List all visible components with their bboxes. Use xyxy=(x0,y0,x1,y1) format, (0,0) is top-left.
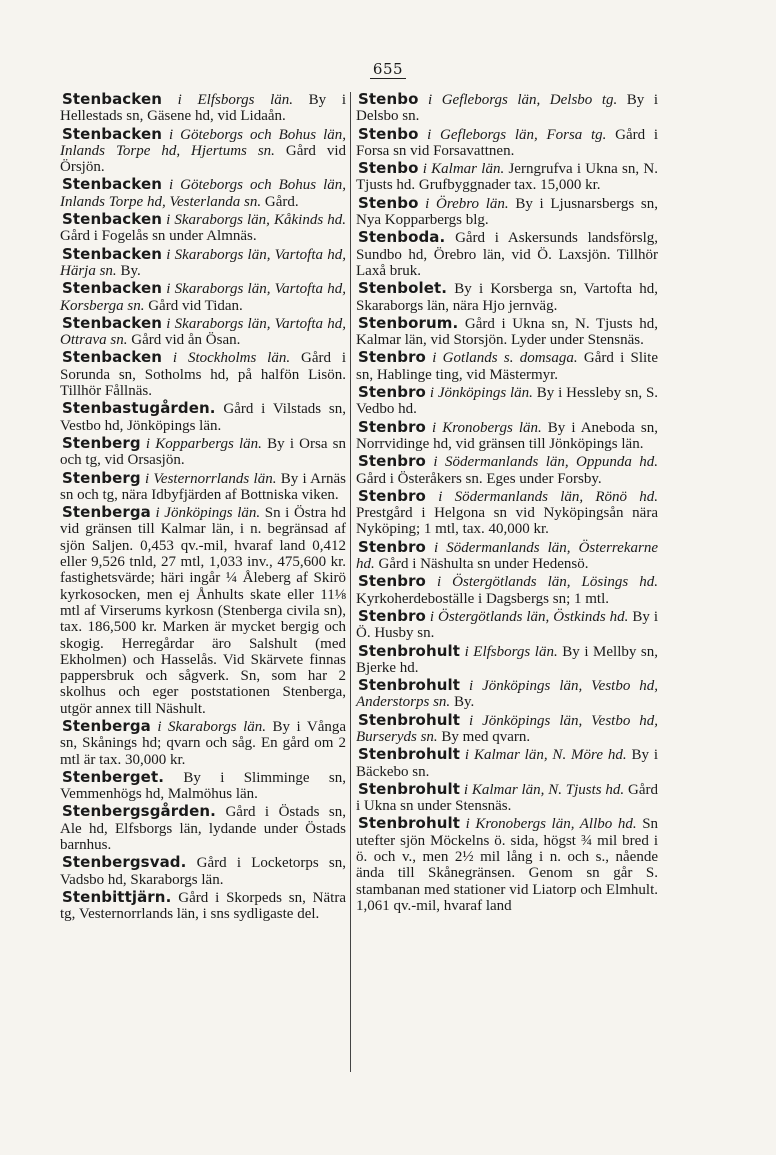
entry-location: i Skaraborgs län, Vartofta hd, Ottrava sn. xyxy=(60,315,347,349)
entry-headword: Stenbro xyxy=(358,486,426,505)
entry-headword: Stenbittjärn. xyxy=(62,887,172,906)
dictionary-entry xyxy=(356,349,658,383)
entry-headword: Stenbro xyxy=(358,348,426,367)
entry-headword: Stenbo xyxy=(358,90,419,108)
entry-text: By i Orsa sn och tg, vid Orsasjön. xyxy=(60,435,347,469)
entry-location: i Örebro län. xyxy=(425,195,509,212)
dictionary-entry xyxy=(356,815,658,914)
dictionary-entry xyxy=(356,229,658,279)
dictionary-entry xyxy=(60,400,346,434)
entry-text: By i Ljusnarsbergs sn, Nya Kopparbergs blg. xyxy=(356,195,659,229)
entry-headword: Stenbro xyxy=(358,537,426,556)
entry-text: Kyrkoherdeboställe i Dagsbergs sn; 1 mtl. xyxy=(356,590,610,607)
entry-text: Gård vid Tidan. xyxy=(148,297,243,314)
dictionary-entry xyxy=(60,769,346,803)
entry-headword: Stenbrohult xyxy=(358,814,461,833)
entry-text: By i Aneboda sn, Norrvidinge hd, vid gränsen till Jönköpings län. xyxy=(356,419,658,452)
entry-text: Prestgård i Helgona sn vid Nyköpingsån nära Nyköping; 1 mtl, tax. 40,000 kr. xyxy=(356,505,658,538)
entry-location: i Gefleborgs län, Forsa tg. xyxy=(427,126,607,143)
entry-headword: Stenbrohult xyxy=(358,641,461,660)
entry-location: i Skaraborgs län, Kåkinds hd. xyxy=(166,212,346,229)
entry-text: Gård vid Örsjön. xyxy=(60,142,346,176)
column-divider xyxy=(350,92,351,1072)
dictionary-entry xyxy=(356,488,658,538)
entry-location: i Kalmar län, N. Möre hd. xyxy=(464,747,627,764)
entry-text: By med qvarn. xyxy=(441,728,531,745)
dictionary-entry xyxy=(60,126,346,176)
dictionary-entry xyxy=(356,91,658,125)
entry-headword: Stenbro xyxy=(358,383,426,402)
entry-text: By i Slimminge sn, Vemmenhögs hd, Malmöhus län. xyxy=(60,769,346,803)
entry-location: i Kopparbergs län. xyxy=(145,435,262,452)
dictionary-entry xyxy=(356,453,658,487)
left-column xyxy=(60,91,346,924)
entry-text: Jerngrufva i Ukna sn, N. Tjusts hd. Grufbyggnader tax. 15,000 kr. xyxy=(356,161,658,194)
entry-text: Gård i Slite sn, Hablinge ting, vid Mästermyr. xyxy=(356,350,659,383)
entry-text: Gård i Fogelås sn under Almnäs. xyxy=(60,228,257,245)
entry-text: By i Mellby sn, Bjerke hd. xyxy=(356,643,659,676)
dictionary-entry xyxy=(356,573,658,607)
entry-text: Gård i Locketorps sn, Vadsbo hd, Skaraborgs län. xyxy=(60,855,347,888)
dictionary-entry xyxy=(60,718,346,768)
entry-text: By i Hellestads sn, Gäsene hd, vid Lidaån. xyxy=(60,92,346,125)
entry-location: i Skaraborgs län, Vartofta hd, Korsberga sn. xyxy=(60,281,347,314)
entry-text: Gård i Näshulta sn under Hedensö. xyxy=(378,556,589,573)
dictionary-entry xyxy=(60,91,346,125)
entry-text: Gård i Ukna sn, N. Tjusts hd, Kalmar län, vid Storsjön. Lyder under Stensnäs. xyxy=(356,315,658,349)
entry-location: i Södermanlands län, Oppunda hd. xyxy=(433,454,658,471)
entry-text: By i Bäckebo sn. xyxy=(356,747,659,780)
entry-text: By i Arnäs sn och tg, nära Idbyfjärden af Bottniska viken. xyxy=(60,470,347,503)
dictionary-entry xyxy=(356,160,658,194)
entry-location: i Östergötlands län, Lösings hd. xyxy=(436,574,659,591)
dictionary-entry xyxy=(356,384,658,418)
entry-location: i Göteborgs och Bohus län, Inlands Torpe hd, Hjertums sn. xyxy=(60,126,346,159)
entry-text: Gård i Ukna sn under Stensnäs. xyxy=(356,781,658,815)
entry-text: Gård i Askersunds landsförslg, Sundbo hd, Örebro län, vid Ö. Laxsjön. Tillhör Laxå bruk. xyxy=(356,230,658,279)
entry-headword: Stenbacken xyxy=(62,175,163,194)
entry-location: i Kalmar län, N. Tjusts hd. xyxy=(463,781,625,798)
entry-location: i Elfsborgs län. xyxy=(464,643,558,660)
dictionary-entry xyxy=(356,643,658,677)
dictionary-entry xyxy=(60,176,346,210)
dictionary-entry xyxy=(60,280,346,314)
entry-text: By i Ö. Husby sn. xyxy=(356,608,658,642)
entry-headword: Stenbro xyxy=(358,417,426,436)
entry-location: i Vesternorrlands län. xyxy=(144,470,277,487)
dictionary-entry xyxy=(60,211,346,245)
entry-text: Gård i Östads sn, Ale hd, Elfsborgs län, lydande under Östads barnhus. xyxy=(60,804,347,854)
entry-location: i Skaraborgs län, Vartofta hd, Härja sn. xyxy=(60,246,347,279)
entry-text: Sn utefter sjön Möckelns ö. sida, högst ¾ mil bred i ö. och v., men 2½ mil lång i n. och s., nående ända till Skånegränsen. Genom sn går S. stambanan med stationer vid Liatorp och Elmhult. 1,061 qv.-mil, hvaraf land xyxy=(356,816,659,914)
entry-location: i Skaraborgs län. xyxy=(157,718,267,735)
entry-text: Gård i Skorpeds sn, Nätra tg, Vesternorrlands län, i sns sydligaste del. xyxy=(60,889,346,923)
entry-headword: Stenbrohult xyxy=(358,779,461,798)
dictionary-entry xyxy=(60,349,346,399)
dictionary-entry xyxy=(356,677,658,711)
dictionary-entry xyxy=(60,889,346,923)
entry-text: Sn i Östra hd vid gränsen till Kalmar län, i n. begränsad af sjön Saljen. 0,453 qv.-mil, hvaraf land 0,412 eller 9,526 tnld, 27 mtl, 1,033 inv., 475,600 kr. fastighetsvärde; häri ingår ¼ Åleberg af Skirö kyrkosocken, men ej Ånhults skate eller 11⅛ mtl af Virserums kyrkosn (Stenberga civila sn), tax. 186,500 kr. Marken är mycket bergig och skogig. Herregårdar äro Salshult (med Ekholmen) och Hasselås. Vid Skärvete finnas pappersbruk och sågverk. Sn, som har 2 skolhus och eger poststationen Stenberga, utgör annex till Näshult. xyxy=(60,505,347,717)
entry-text: Gård i Sorunda sn, Sotholms hd, på halfön Lisön. Tillhör Fållnäs. xyxy=(60,350,347,400)
entry-location: i Gefleborgs län, Delsbo tg. xyxy=(428,92,618,108)
entry-headword: Stenbro xyxy=(358,606,426,625)
entry-headword: Stenbrohult xyxy=(358,745,461,764)
page-number: 655 xyxy=(0,60,776,78)
entry-location: i Östergötlands län, Östkinds hd. xyxy=(429,608,629,625)
entry-text: By i Hessleby sn, S. Vedbo hd. xyxy=(356,385,659,418)
entry-location: i Jönköpings län, Vestbo hd, Burseryds sn. xyxy=(356,712,659,745)
entry-headword: Stenbacken xyxy=(62,90,163,108)
entry-headword: Stenberg xyxy=(62,433,141,452)
entry-headword: Stenbolet. xyxy=(358,279,448,298)
dictionary-entry xyxy=(60,435,346,469)
entry-headword: Stenbo xyxy=(358,159,419,178)
entry-headword: Stenbo xyxy=(358,193,419,212)
entry-headword: Stenborum. xyxy=(358,313,459,332)
dictionary-entry xyxy=(356,315,658,349)
entry-text: By. xyxy=(453,694,475,711)
entry-location: i Södermanlands län, Rönö hd. xyxy=(438,488,658,505)
entry-location: i Göteborgs och Bohus län, Inlands Torpe hd, Vesterlanda sn. xyxy=(60,177,346,210)
entry-headword: Stenberga xyxy=(62,503,151,522)
dictionary-entry xyxy=(60,803,346,853)
dictionary-entry xyxy=(60,246,346,280)
entry-text: Gård vid ån Ösan. xyxy=(131,332,241,349)
entry-headword: Stenbrohult xyxy=(358,676,461,695)
entry-headword: Stenboda. xyxy=(358,228,446,247)
entry-location: i Gotlands s. domsaga. xyxy=(432,350,578,367)
entry-location: i Jönköpings län. xyxy=(429,385,533,402)
entry-text: By. xyxy=(120,262,141,279)
entry-text: Gård i Österåkers sn. Eges under Forsby. xyxy=(356,470,602,487)
entry-headword: Stenbacken xyxy=(62,210,163,229)
dictionary-entry xyxy=(356,608,658,642)
dictionary-entry xyxy=(356,280,658,314)
entry-text: By i Korsberga sn, Vartofta hd, Skaraborgs län, nära Hjo jernväg. xyxy=(356,281,658,314)
right-column xyxy=(356,91,658,915)
entry-headword: Stenbro xyxy=(358,452,426,471)
dictionary-entry xyxy=(356,419,658,453)
entry-location: i Stockholms län. xyxy=(172,350,291,367)
entry-text: By i Delsbo sn. xyxy=(356,92,659,125)
entry-headword: Stenberg xyxy=(62,468,141,487)
dictionary-entry xyxy=(356,781,658,815)
entry-headword: Stenbro xyxy=(358,572,426,591)
entry-location: i Södermanlands län, Österrekarne hd. xyxy=(356,539,658,573)
entry-headword: Stenberga xyxy=(62,716,151,735)
entry-text: Gård. xyxy=(264,193,299,210)
entry-location: i Kronobergs län, Allbo hd. xyxy=(465,816,637,833)
entry-headword: Stenbergsgården. xyxy=(62,802,216,821)
entry-headword: Stenbrohult xyxy=(358,710,461,729)
entry-text: Gård i Forsa sn vid Forsavattnen. xyxy=(356,126,658,159)
dictionary-entry xyxy=(356,126,658,160)
entry-location: i Elfsborgs län. xyxy=(177,92,294,108)
dictionary-entry xyxy=(356,539,658,573)
entry-headword: Stenbastugården. xyxy=(62,399,216,418)
entry-location: i Jönköpings län. xyxy=(155,505,261,522)
dictionary-entry xyxy=(356,712,658,746)
entry-headword: Stenbacken xyxy=(62,279,163,298)
entry-headword: Stenbacken xyxy=(62,313,163,332)
entry-location: i Kalmar län. xyxy=(422,161,505,178)
entry-headword: Stenberget. xyxy=(62,767,165,786)
dictionary-entry xyxy=(60,504,346,717)
entry-text: Gård i Vilstads sn, Vestbo hd, Jönköpings län. xyxy=(60,401,346,434)
entry-headword: Stenbacken xyxy=(62,348,163,367)
entry-location: i Kronobergs län. xyxy=(432,419,542,436)
dictionary-entry xyxy=(60,470,346,504)
entry-headword: Stenbo xyxy=(358,124,419,143)
entry-headword: Stenbacken xyxy=(62,244,163,263)
entry-location: i Jönköpings län, Vestbo hd, Anderstorps sn. xyxy=(356,678,659,711)
dictionary-entry xyxy=(356,746,658,780)
dictionary-entry xyxy=(60,315,346,349)
entry-headword: Stenbergsvad. xyxy=(62,853,187,872)
entry-headword: Stenbacken xyxy=(62,124,163,143)
entry-text: By i Vånga sn, Skånings hd; qvarn och såg. En gård om 2 mtl är tax. 30,000 kr. xyxy=(60,718,347,768)
dictionary-entry xyxy=(60,854,346,888)
dictionary-entry xyxy=(356,195,658,229)
